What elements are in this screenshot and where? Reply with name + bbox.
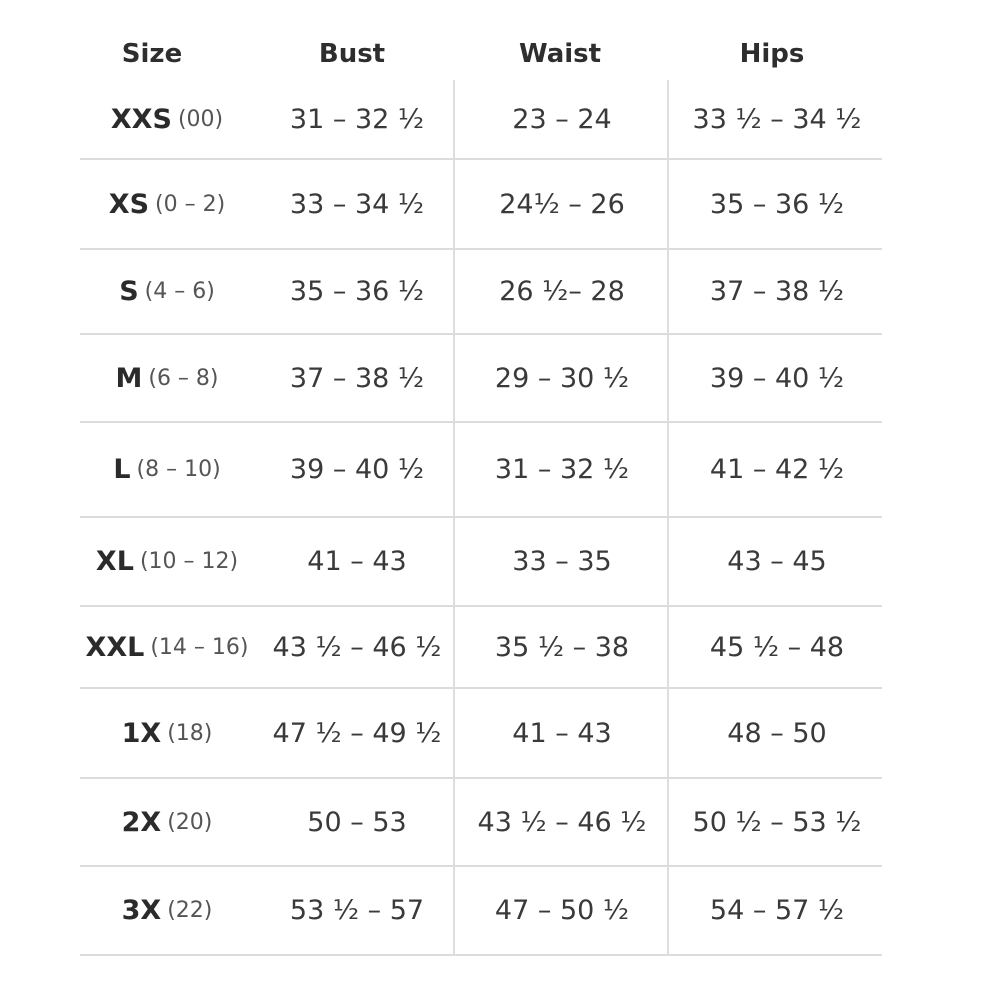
waist-cell: 47 – 50 ½ (494, 895, 630, 926)
hips-cell: 50 ½ – 53 ½ (692, 806, 862, 838)
bust-cell: 41 – 43 (307, 546, 407, 577)
hips-cell: 39 – 40 ½ (709, 362, 845, 394)
size-cell (80, 335, 254, 421)
bust-cell: 37 – 38 ½ (289, 362, 425, 394)
waist-cell: 35 ½ – 38 (494, 631, 630, 663)
size-cell (80, 867, 254, 954)
size-code: 1X (121, 717, 162, 749)
size-cell (80, 779, 254, 865)
waist-cell: 33 – 35 (512, 546, 612, 577)
hips-cell: 43 – 45 (727, 546, 827, 577)
bust-cell: 53 ½ – 57 (289, 895, 425, 926)
table-row (80, 607, 882, 689)
size-code: XS (108, 188, 150, 220)
size-cell (80, 689, 254, 777)
table-header-row (0, 28, 1000, 80)
hips-cell: 35 – 36 ½ (709, 188, 845, 220)
size-numeric: (00) (177, 106, 224, 132)
table-row (80, 779, 882, 867)
bust-cell: 35 – 36 ½ (289, 276, 425, 307)
size-cell (80, 607, 254, 687)
size-numeric: (0 – 2) (155, 191, 226, 217)
hips-cell: 33 ½ – 34 ½ (692, 103, 862, 135)
bust-cell: 47 ½ – 49 ½ (272, 717, 442, 749)
waist-cell: 43 ½ – 46 ½ (477, 806, 647, 838)
size-numeric: (6 – 8) (148, 365, 219, 391)
table-row (80, 250, 882, 335)
size-numeric: (20) (167, 809, 213, 835)
size-numeric: (10 – 12) (139, 549, 239, 574)
bust-cell: 43 ½ – 46 ½ (272, 631, 442, 663)
column-header-hips: Hips (739, 39, 805, 69)
bust-cell: 33 – 34 ½ (289, 188, 425, 220)
size-numeric: (22) (167, 898, 213, 923)
hips-cell: 45 ½ – 48 (709, 631, 845, 663)
hips-cell: 37 – 38 ½ (709, 276, 845, 307)
waist-cell: 23 – 24 (512, 103, 612, 135)
table-row (80, 867, 882, 956)
waist-cell: 29 – 30 ½ (494, 362, 630, 394)
size-code: XL (95, 546, 134, 577)
size-cell (80, 423, 254, 516)
table-row (80, 518, 882, 607)
bust-cell: 50 – 53 (307, 806, 407, 838)
size-code: 2X (121, 806, 162, 838)
size-numeric: (18) (167, 720, 213, 746)
bust-cell: 39 – 40 ½ (289, 454, 425, 485)
size-cell (80, 160, 254, 248)
hips-cell: 41 – 42 ½ (709, 454, 845, 485)
hips-cell: 54 – 57 ½ (709, 895, 845, 926)
size-code: 3X (121, 895, 162, 926)
column-header-waist: Waist (518, 39, 602, 69)
table-row (80, 689, 882, 779)
waist-cell: 41 – 43 (512, 717, 612, 749)
size-numeric: (4 – 6) (144, 279, 215, 304)
size-code: L (113, 454, 131, 485)
size-numeric: (14 – 16) (150, 634, 249, 660)
size-cell (80, 80, 254, 158)
table-row (80, 335, 882, 423)
hips-cell: 48 – 50 (727, 717, 827, 749)
size-cell (80, 518, 254, 605)
table-row (80, 160, 882, 250)
table-row (80, 423, 882, 518)
column-header-bust: Bust (318, 39, 386, 69)
waist-cell: 31 – 32 ½ (494, 454, 630, 485)
table-row (80, 80, 882, 160)
size-code: XXS (110, 103, 172, 135)
waist-cell: 24½ – 26 (499, 188, 625, 220)
waist-cell: 26 ½– 28 (499, 276, 625, 307)
bust-cell: 31 – 32 ½ (289, 103, 425, 135)
size-cell (80, 250, 254, 333)
size-code: XXL (85, 631, 145, 663)
size-code: S (119, 276, 139, 307)
size-numeric: (8 – 10) (136, 457, 221, 482)
size-code: M (115, 362, 143, 394)
column-header-size: Size (121, 39, 183, 69)
